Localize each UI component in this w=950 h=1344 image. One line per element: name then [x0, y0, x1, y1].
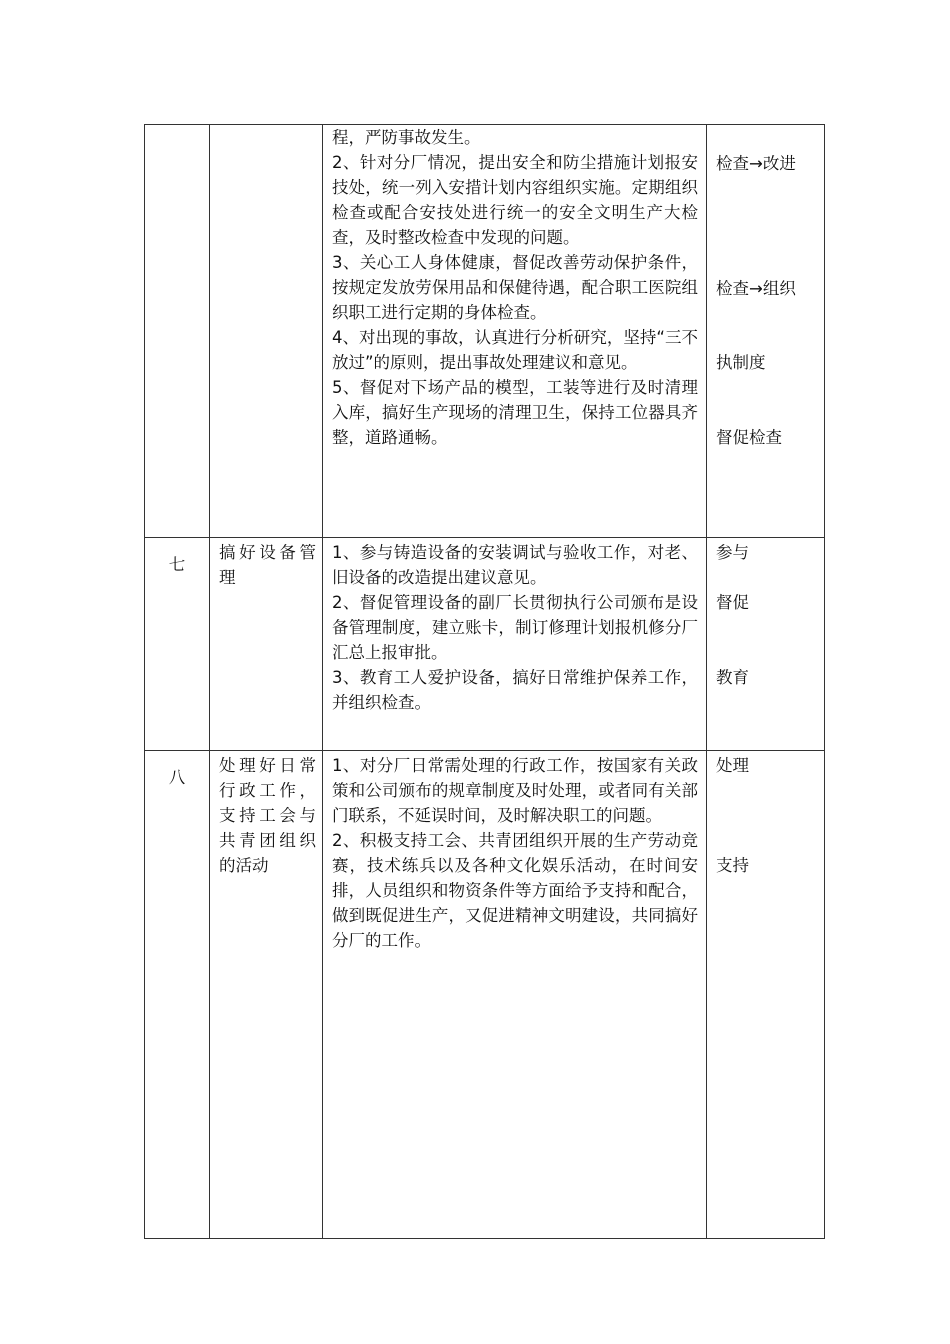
item-number [145, 125, 210, 538]
content-paragraph: 5、督促对下场产品的模型，工装等进行及时清理入库，搞好生产现场的清理卫生，保持工位器具齐整，道路通畅。 [332, 378, 698, 447]
content-paragraph: 4、对出现的事故，认真进行分析研究，坚持“三不放过”的原则，提出事故处理建议和意见。 [332, 328, 698, 372]
item-category [210, 125, 323, 538]
item-category: 处理好日常行政工作，支持工会与共青团组织的活动 [210, 751, 323, 1239]
content-paragraph: 3、教育工人爱护设备，搞好日常维护保养工作，并组织检查。 [332, 668, 698, 712]
content-paragraph: 3、关心工人身体健康，督促改善劳动保护条件，按规定发放劳保用品和保健待遇，配合职工医院组织职工进行定期的身体检查。 [332, 253, 698, 322]
action-label: 检查→组织 [716, 279, 796, 298]
action-label: 支持 [716, 856, 749, 875]
table-row [145, 538, 825, 751]
content-paragraph: 程，严防事故发生。 [332, 128, 481, 147]
content-paragraph: 1、对分厂日常需处理的行政工作，按国家有关政策和公司颁布的规章制度及时处理，或者同有关部门联系，不延误时间，及时解决职工的问题。 [332, 756, 698, 825]
item-number: 七 [145, 538, 210, 751]
item-actions [707, 751, 825, 1239]
action-label: 参与 [716, 543, 749, 562]
action-label: 督促检查 [716, 428, 782, 447]
item-category: 搞好设备管理 [210, 538, 323, 751]
item-content [323, 125, 707, 538]
item-content [323, 538, 707, 751]
item-content [323, 751, 707, 1239]
content-paragraph: 2、督促管理设备的副厂长贯彻执行公司颁布是设备管理制度，建立账卡，制订修理计划报机修分厂汇总上报审批。 [332, 593, 698, 662]
responsibility-table [144, 124, 825, 1239]
table-row [145, 751, 825, 1239]
content-paragraph: 1、参与铸造设备的安装调试与验收工作，对老、旧设备的改造提出建议意见。 [332, 543, 698, 587]
action-label: 检查→改进 [716, 154, 796, 173]
action-label: 教育 [716, 668, 749, 687]
item-actions [707, 538, 825, 751]
action-label: 处理 [716, 756, 749, 775]
item-actions [707, 125, 825, 538]
content-paragraph: 2、针对分厂情况，提出安全和防尘措施计划报安技处，统一列入安措计划内容组织实施。定期组织检查或配合安技处进行统一的安全文明生产大检查，及时整改检查中发现的问题。 [332, 153, 698, 247]
content-paragraph: 2、积极支持工会、共青团组织开展的生产劳动竞赛，技术练兵以及各种文化娱乐活动，在时间安排，人员组织和物资条件等方面给予支持和配合，做到既促进生产，又促进精神文明建设，共同搞好分厂的工作。 [332, 831, 698, 950]
item-number: 八 [145, 751, 210, 1239]
action-label: 执制度 [716, 353, 766, 372]
action-label: 督促 [716, 593, 749, 612]
table-row [145, 125, 825, 538]
